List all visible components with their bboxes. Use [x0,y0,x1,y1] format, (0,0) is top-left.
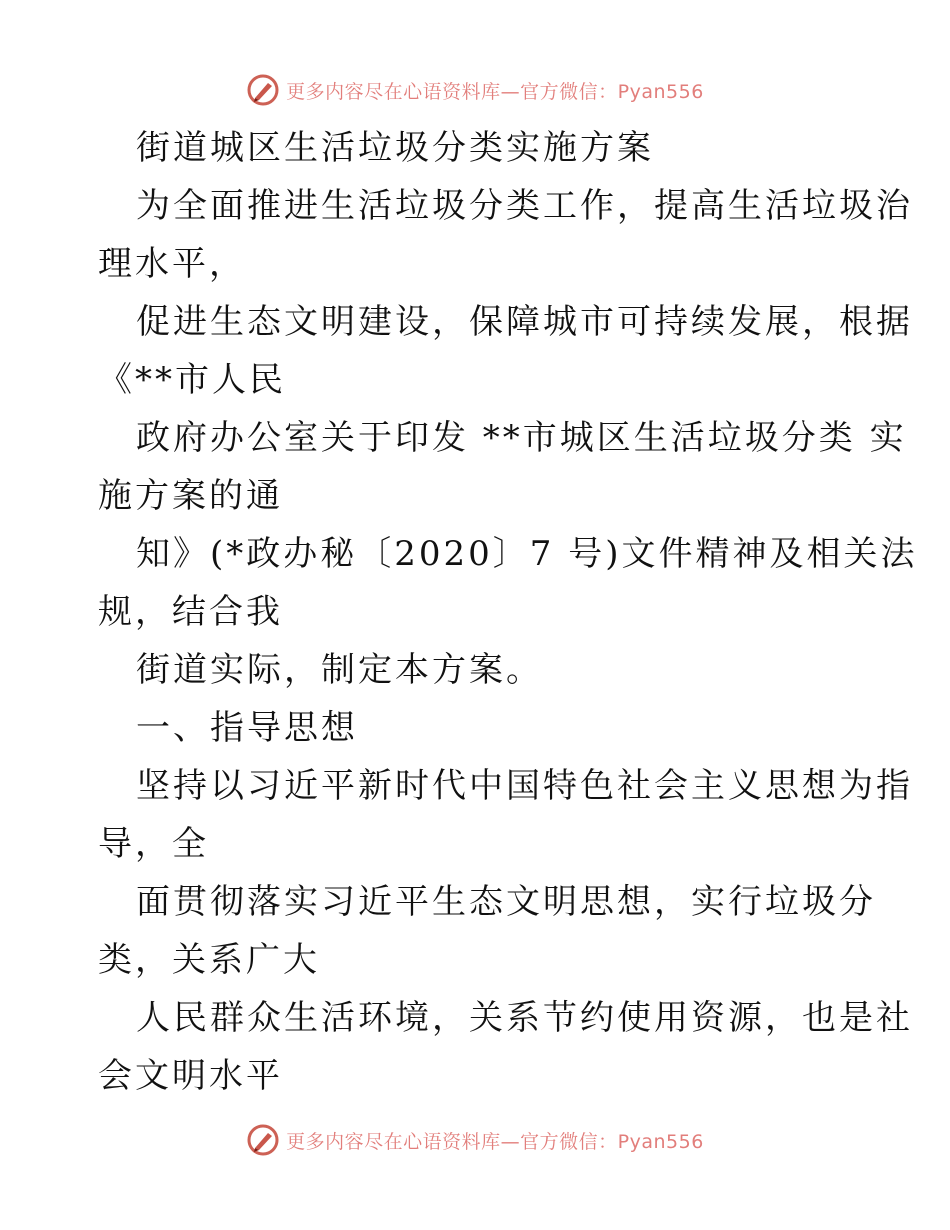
paragraph-line: 导，全 [98,824,209,864]
watermark-text: 更多内容尽在心语资料库—官方微信：Pyan556 [286,80,704,103]
paragraph-line: 为全面推进生活垃圾分类工作，提高生活垃圾治 [136,186,913,226]
paragraph-line: 人民群众生活环境，关系节约使用资源，也是社 [136,998,913,1038]
paragraph-line: 街道实际，制定本方案。 [136,650,543,690]
pen-logo-icon [246,73,280,107]
header-watermark [0,72,950,108]
document-title: 街道城区生活垃圾分类实施方案 [136,128,654,168]
paragraph-line: 施方案的通 [98,476,283,516]
paragraph-line: 面贯彻落实习近平生态文明思想，实行垃圾分 [136,882,876,922]
footer-watermark [0,1122,950,1158]
paragraph-line: 会文明水平 [98,1056,283,1096]
paragraph-line: 类，关系广大 [98,940,320,980]
paragraph-line: 《**市人民 [98,360,286,400]
paragraph-line: 规，结合我 [98,592,283,632]
watermark-text: 更多内容尽在心语资料库—官方微信：Pyan556 [286,1130,704,1153]
pen-logo-icon [246,1123,280,1157]
section-heading: 一、指导思想 [136,708,358,748]
paragraph-line: 知》(*政办秘〔2020〕7 号)文件精神及相关法 [136,534,918,574]
paragraph-line: 促进生态文明建设，保障城市可持续发展，根据 [136,302,913,342]
paragraph-line: 理水平， [98,244,246,284]
paragraph-line: 政府办公室关于印发 **市城区生活垃圾分类 实 [136,418,907,458]
paragraph-line: 坚持以习近平新时代中国特色社会主义思想为指 [136,766,913,806]
